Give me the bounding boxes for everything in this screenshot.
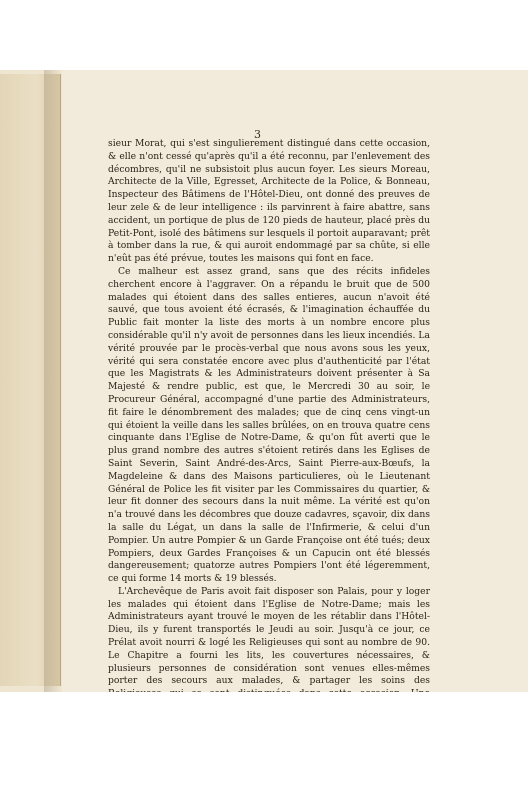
paragraph-3: L'Archevêque de Paris avoit fait disposer son Palais, pour y loger les malades qui étoient dans l'Eglise de Notre-Dame; mais les Administrateurs ayant trouvé le moyen de les rétablir dans l'Hôtel-Dieu, ils y furent transportés le Jeudi au soir. Jusqu'à ce jour, ce Prélat avoit nourri & logé les Religieuses qui sont au nombre de 90. Le Chapitre a fourni les lits, les couvertures nécessaires, & plusieurs personnes de considération sont venues elles-mêmes porter des secours aux malades, & partager les soins des	[108, 585, 430, 687]
page-text	[108, 138, 430, 778]
page-number: 3	[254, 128, 261, 141]
background-below	[0, 692, 528, 790]
book-gutter-shadow	[44, 70, 66, 692]
paragraph-2: Ce malheur est assez grand, sans que des récits infideles cherchent encore à l'aggraver. On a répandu le bruit que de 500 malades qui étoient dans des salles entieres, aucun n'avoit été sauvé, que tous avoient été écrasés, & l'imagination échauffée du Public fait monter la liste des morts à un nombre encore plus considérable qu'il n'y avoit de personnes dans les lieux incendiés. La vérité prouvée par le procès-verbal que nous avons sous les yeux, vérité qui sera constatée encore avec plus d'authenticité par l'état que les Magistrats & les Administrateurs doivent présenter à Sa Majesté & rendre public, est que, le Mercredi 30 au soir, le Procureur Général, accompagné d'une partie des Administrateurs, fit faire le dénombrement des malades; que de cinq cens vingt-un qui étoient la veille dans les salles brûlées, on en trouva quatre cens cinquante dans l'Eglise de Notre-Dame, & qu'on fût averti que le plus grand nombre des autres s'étoient retirés dans les Eglises de Saint Severin, Saint André-des-Arcs, Saint Pierre-aux-Bœufs, la Magdeleine & dans des Maisons particulieres, où le Lieutenant Général de Police les fit visiter par les Commissaires du quartier, & leur fit donner des secours dans la nuit même. La vérité est qu'on n'a trouvé dans les décombres que douze cadavres, sçavoir, dix dans la salle du Légat, un dans la salle de l'Infirmerie, & celui d'un Pompier. Un autre Pompier & un Garde Françoise ont été tués; deux Pompiers, deux Gardes Françoises & un Capucin ont été blessés dangereusement; quatorze autres Pompiers l'ont été légeremment, ce qui forme 14 morts & 19 blessés.	[108, 265, 430, 585]
paragraph-1: sieur Morat, qui s'est singulierement distingué dans cette occasion, & elle n'ont cessé qu'après qu'il a été reconnu, par l'enlevement des décombres, qu'il ne subsistoit plus aucun foyer. Les sieurs Moreau, Architecte de la Ville, Egresset, Architecte de la Police, & Bonneau, Inspecteur des Bâtimens de l'Hôtel-Dieu, ont donné des preuves de leur zele & de leur intelligence : ils parvinrent à faire abattre, sans accident, un portique de plus de 120 pieds de hauteur, placé près du Petit-Pont, isolé des bâtimens sur lesquels il portoit auparavant; prêt à tomber dans la rue, & qui auroit endommagé par sa chûte, si elle n'eût pas été prévue, toutes les maisons qui font en face.	[108, 138, 430, 265]
